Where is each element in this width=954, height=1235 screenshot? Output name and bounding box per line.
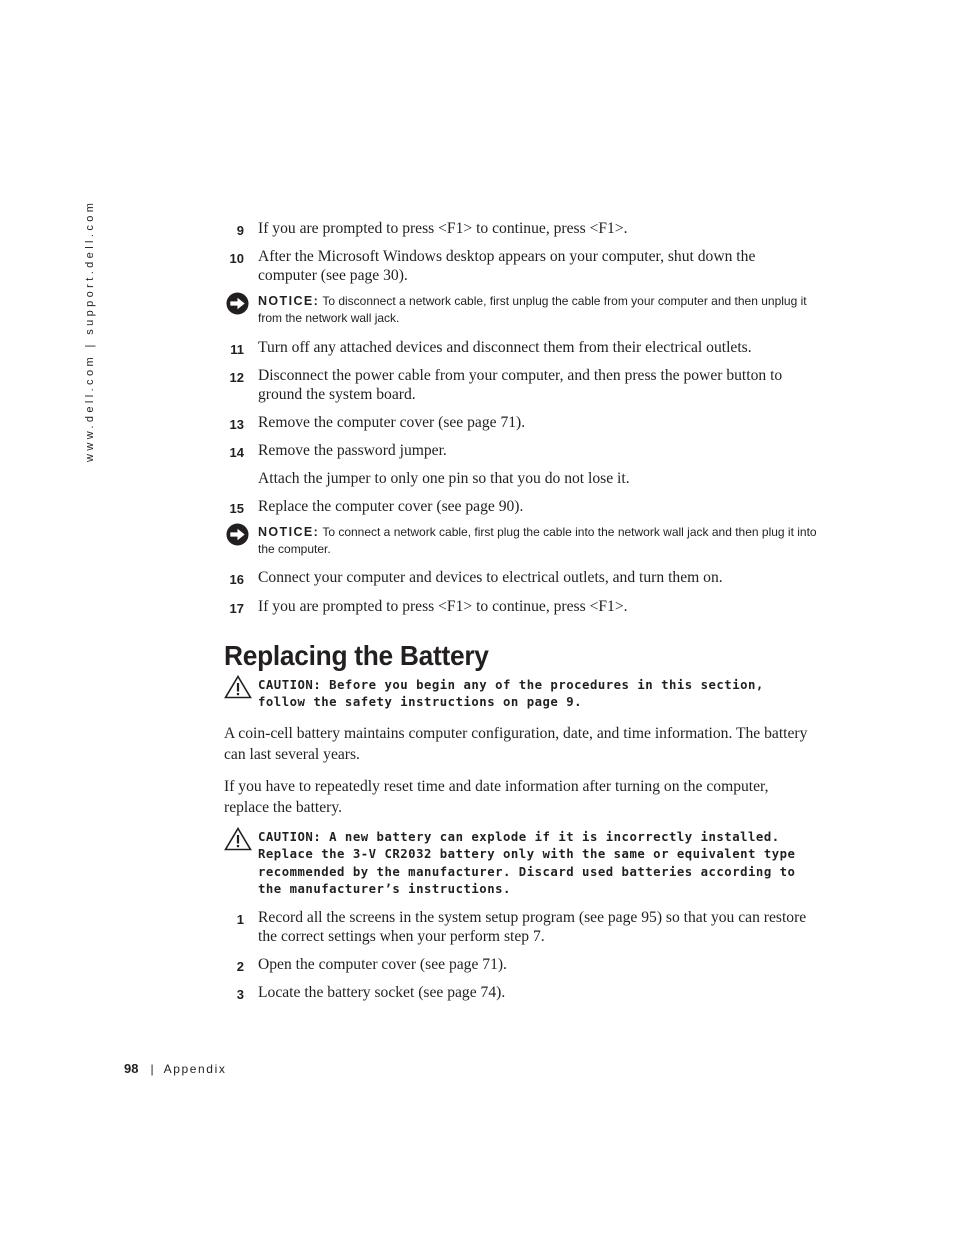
step-text: Disconnect the power cable from your computer, and then press the power button to ground the system board.: [258, 367, 783, 403]
step-number: 9: [236, 223, 244, 238]
step-number: 13: [229, 417, 244, 432]
caution-text: CAUTION: Before you begin any of the procedures in this section, follow the safety instructions on page 9.: [258, 678, 764, 710]
step-text: Remove the password jumper.: [258, 442, 447, 459]
step-number: 12: [229, 370, 244, 385]
sidebar-website-url: www.dell.com | support.dell.com: [84, 199, 96, 462]
notice-arrow-icon: [226, 523, 249, 546]
step-text: Connect your computer and devices to electrical outlets, and turn them on.: [258, 569, 723, 586]
notice-text: [258, 524, 818, 558]
notice-label: NOTICE:: [258, 294, 320, 308]
step-number: 2: [236, 959, 244, 974]
caution-warning-icon: [224, 827, 252, 851]
step-note-text: Attach the jumper to only one pin so that you do not lose it.: [258, 470, 630, 487]
step-text: If you are prompted to press <F1> to continue, press <F1>.: [258, 220, 628, 237]
reset-paragraph: If you have to repeatedly reset time and date information after turning on the computer, replace the battery.: [224, 778, 769, 816]
step-number: 10: [229, 251, 244, 266]
notice-arrow-icon: [226, 292, 249, 315]
page-number: 98: [124, 1061, 139, 1076]
step-text: Record all the screens in the system setup program (see page 95) so that you can restore the correct settings when your perform step 7.: [258, 909, 807, 945]
step-number: 16: [229, 572, 244, 587]
notice-text: [258, 293, 818, 327]
page-footer: [124, 1061, 226, 1076]
footer-section-name: Appendix: [163, 1062, 227, 1076]
notice-label: NOTICE:: [258, 525, 320, 539]
step-number: 14: [229, 445, 244, 460]
step-number: 15: [229, 501, 244, 516]
notice-body: To connect a network cable, first plug the cable into the network wall jack and then plug it into the computer.: [258, 525, 817, 556]
step-text: Locate the battery socket (see page 74).: [258, 984, 506, 1001]
step-text: Open the computer cover (see page 71).: [258, 956, 507, 973]
step-number: 3: [236, 987, 244, 1002]
notice-body: To disconnect a network cable, first unplug the cable from your computer and then unplug it from the network wall jack.: [258, 294, 807, 325]
caution-text: CAUTION: A new battery can explode if it is incorrectly installed. Replace the 3-V CR2032 battery only with the same or equivalent type recommended by the manufacturer. Discard used batteries according to the manufacturer’s instructions.: [258, 830, 796, 897]
step-text: After the Microsoft Windows desktop appears on your computer, shut down the computer (see page 30).: [258, 248, 756, 284]
step-number: 17: [229, 601, 244, 616]
caution-warning-icon: [224, 675, 252, 699]
step-text: Remove the computer cover (see page 71).: [258, 414, 526, 431]
step-number: 11: [230, 342, 244, 357]
footer-separator: |: [150, 1062, 154, 1076]
step-text: If you are prompted to press <F1> to continue, press <F1>.: [258, 598, 628, 615]
step-text: Turn off any attached devices and disconnect them from their electrical outlets.: [258, 339, 752, 356]
intro-paragraph: A coin-cell battery maintains computer configuration, date, and time information. The battery can last several years.: [224, 725, 808, 763]
step-number: 1: [236, 912, 244, 927]
step-text: Replace the computer cover (see page 90).: [258, 498, 524, 515]
section-heading: Replacing the Battery: [224, 640, 489, 671]
